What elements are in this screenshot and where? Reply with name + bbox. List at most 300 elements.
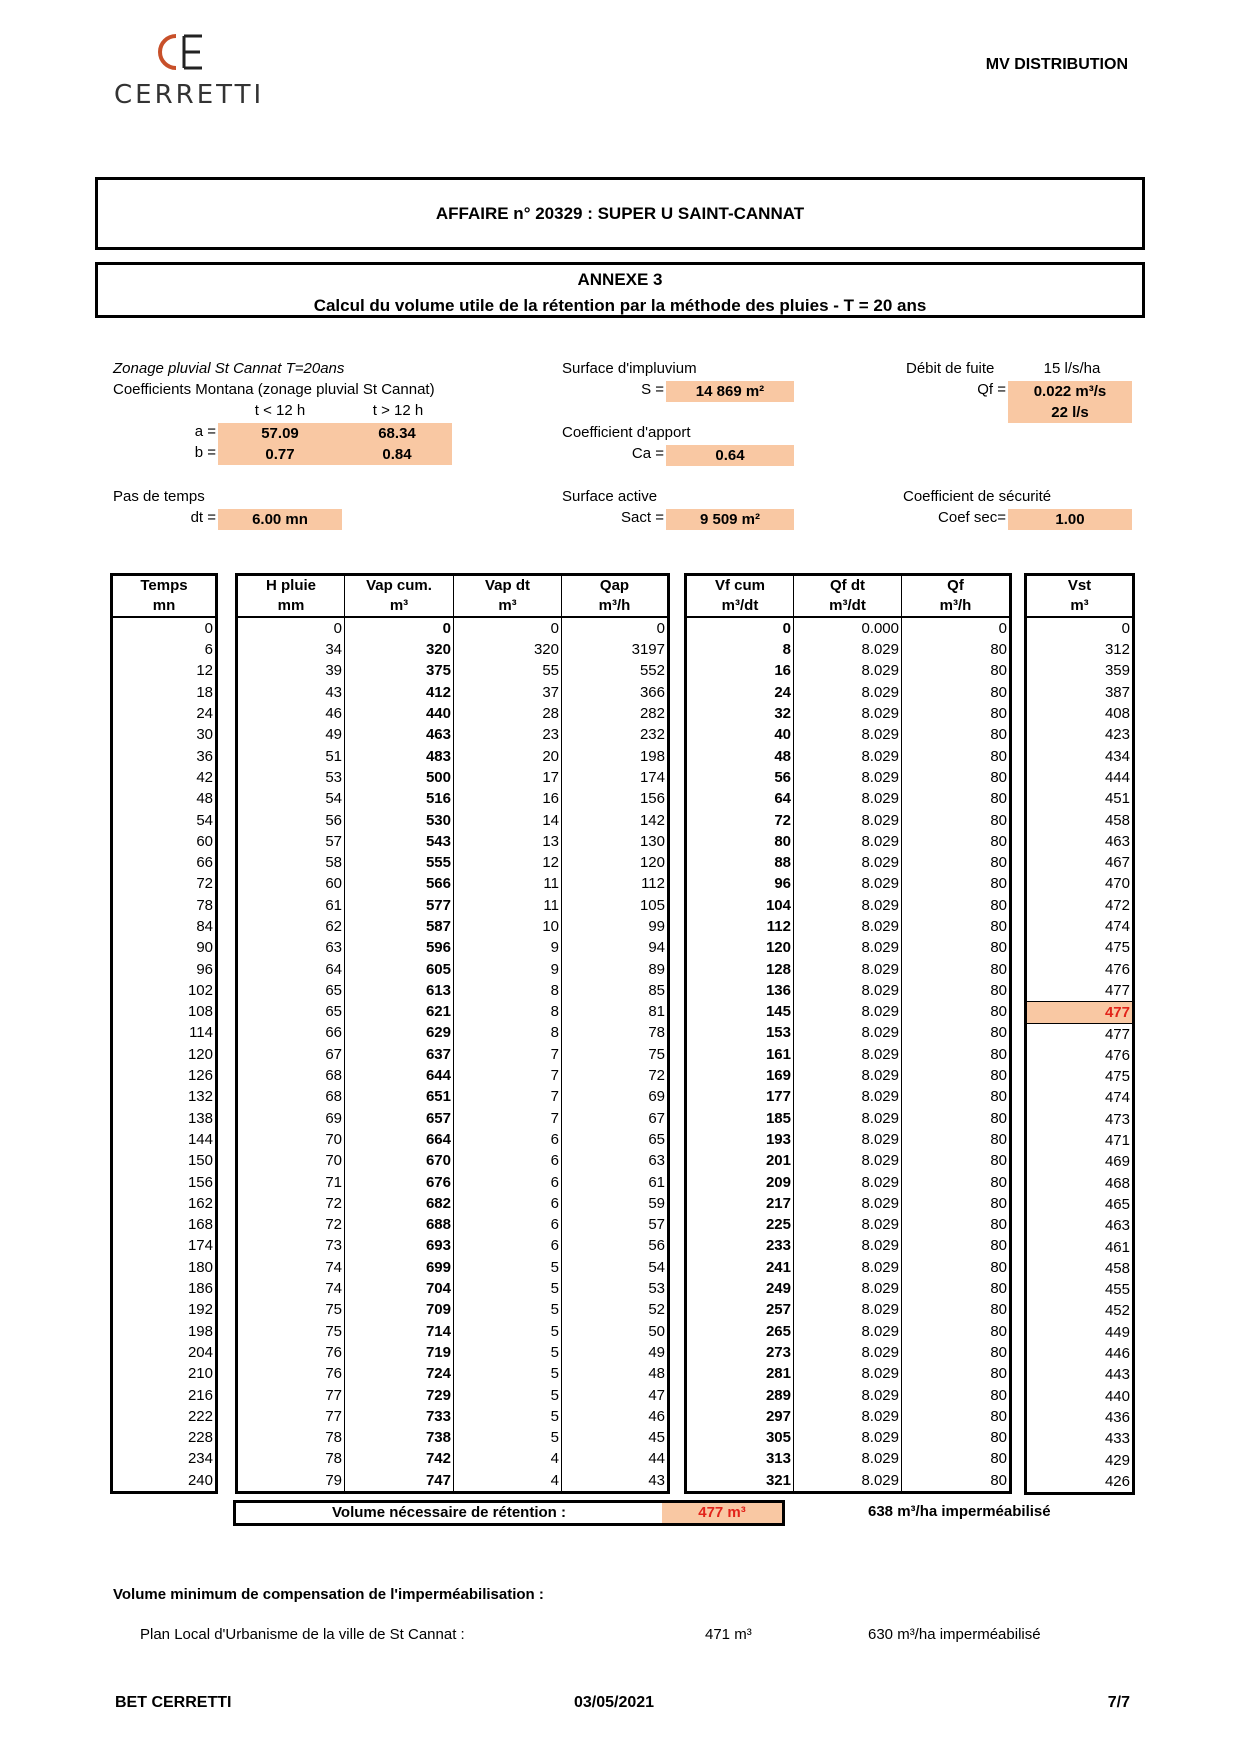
cell-qap: 81 [562,1001,669,1022]
cell-hpluie: 65 [325,981,342,999]
table-row [1026,1151,1134,1172]
cell-vst: 476 [1104,1046,1130,1064]
cell-temps: 114 [189,1024,213,1042]
cell-temps: 126 [187,1067,213,1085]
s-value: 14 869 m² [666,381,794,402]
cell-vfcum: 273 [765,1343,791,1361]
cell-qf: 80 [902,1321,1011,1342]
cell-vapdt: 5 [454,1427,562,1448]
cell-qfdt: 8.029 [794,1214,902,1235]
cell-vapcum: 516 [345,788,454,809]
cell-hpluie: 75 [325,1301,342,1319]
table-row [112,703,217,724]
cell-hpluie: 0 [333,620,342,637]
table-row [237,1235,669,1256]
cell-temps: 12 [196,662,213,680]
b-label: b = [194,444,216,461]
cell-hpluie: 70 [325,1152,342,1170]
cell-qfdt: 8.029 [794,1342,902,1363]
cell-vst: 474 [1104,918,1130,935]
table-row [112,1171,217,1192]
cell-vst: 452 [1104,1302,1130,1320]
table-row [686,895,1011,916]
table-row [1026,958,1134,979]
cell-temps: 24 [196,705,213,723]
cell-hpluie: 62 [325,918,342,935]
table-row [112,980,217,1001]
cell-qap: 53 [562,1278,669,1299]
cell-temps: 138 [187,1109,213,1127]
table-row [237,831,669,852]
cell-hpluie: 54 [325,790,342,808]
cell-qfdt: 8.029 [794,1235,902,1256]
table-row [112,724,217,745]
table-row [1026,788,1134,809]
table-row [686,1193,1011,1214]
table-row [686,767,1011,788]
cell-vst: 423 [1104,726,1130,744]
table-row [237,639,669,660]
cell-vst: 471 [1104,1132,1130,1150]
cell-qf: 80 [902,958,1011,979]
table-row [686,1171,1011,1192]
cell-qap: 69 [562,1086,669,1107]
cell-qap: 0 [562,617,669,639]
table-row [112,617,217,639]
cell-qf: 80 [902,1171,1011,1192]
cell-vst: 426 [1104,1472,1130,1490]
cell-vfcum: 265 [765,1322,791,1340]
col-header-hpluie: H pluie mm [237,575,345,618]
table-row [1026,703,1134,724]
cell-vapdt: 7 [454,1065,562,1086]
table-row [112,1321,217,1342]
table-row [237,1150,669,1171]
cell-temps: 174 [187,1237,213,1255]
table-row [686,788,1011,809]
cell-vapdt: 4 [454,1448,562,1469]
cell-vapcum: 733 [345,1406,454,1427]
table-row [686,958,1011,979]
cell-vapcum: 709 [345,1299,454,1320]
cell-qap: 156 [562,788,669,809]
cell-temps: 192 [187,1301,213,1319]
table-row [1026,724,1134,745]
cell-vapdt: 7 [454,1108,562,1129]
table-row [686,1235,1011,1256]
dt-value: 6.00 mn [218,509,342,530]
col-header-temps: Temps mn [112,575,217,618]
cell-vapdt: 6 [454,1150,562,1171]
table-row [112,1086,217,1107]
table-row [237,1321,669,1342]
table-row [1026,1194,1134,1215]
sact-value: 9 509 m² [666,509,794,530]
cell-vfcum: 0 [782,620,791,637]
cell-vst: 434 [1104,747,1130,765]
cell-qap: 57 [562,1214,669,1235]
table-row [237,703,669,724]
table-row [112,639,217,660]
cell-temps: 198 [187,1322,213,1340]
cell-qap: 49 [562,1342,669,1363]
cell-vapcum: 605 [345,958,454,979]
cell-vapdt: 5 [454,1299,562,1320]
cell-vst: 461 [1104,1238,1130,1256]
cell-qap: 45 [562,1427,669,1448]
cell-hpluie: 67 [325,1045,342,1063]
table-row [112,1001,217,1022]
cell-vapcum: 320 [345,639,454,660]
cell-vst: 433 [1104,1430,1130,1448]
debit-fuite-value: 15 l/s/ha [1043,360,1101,377]
cell-qfdt: 8.029 [794,809,902,830]
table-row [686,617,1011,639]
cell-vapdt: 7 [454,1086,562,1107]
cell-vapdt: 6 [454,1171,562,1192]
apport-table [235,573,670,1494]
cell-vapcum: 724 [345,1363,454,1384]
table-row [112,1257,217,1278]
table-row [112,1214,217,1235]
cell-vapcum: 577 [345,895,454,916]
cell-temps: 204 [187,1343,213,1361]
table-row [1026,895,1134,916]
table-row [112,937,217,958]
cell-vfcum: 72 [774,811,791,829]
cell-hpluie: 77 [325,1386,342,1404]
cell-vapdt: 8 [454,980,562,1001]
cell-qf: 80 [902,703,1011,724]
cell-qap: 282 [562,703,669,724]
cell-qf: 80 [902,873,1011,894]
table-row [112,1150,217,1171]
a-label: a = [194,423,216,440]
table-row [686,1363,1011,1384]
table-row [1026,1343,1134,1364]
table-row [1026,937,1134,958]
table-row [1026,660,1134,681]
cell-qf: 80 [902,1406,1011,1427]
table-row [1026,1407,1134,1428]
cell-vapcum: 555 [345,852,454,873]
cell-vst: 467 [1104,854,1130,872]
table-row [686,1044,1011,1065]
cell-qap: 61 [562,1171,669,1192]
cell-hpluie: 72 [325,1194,342,1212]
footer-date: 03/05/2021 [574,1694,655,1711]
table-row [237,937,669,958]
cell-vfcum: 185 [765,1109,791,1127]
cell-hpluie: 71 [325,1173,342,1191]
cell-qfdt: 8.029 [794,788,902,809]
cell-vfcum: 48 [774,747,791,765]
cell-qap: 112 [562,873,669,894]
table-row [1026,852,1134,873]
cell-vfcum: 40 [774,726,791,744]
cell-qap: 198 [562,745,669,766]
table-row [237,1214,669,1235]
cell-vst: 477 [1026,1001,1134,1023]
cell-vapcum: 729 [345,1384,454,1405]
table-row [237,724,669,745]
cell-vapcum: 483 [345,745,454,766]
cell-vapdt: 5 [454,1406,562,1427]
cell-vst: 469 [1104,1153,1130,1171]
cell-qfdt: 8.029 [794,852,902,873]
cell-temps: 0 [204,620,213,637]
cell-vst: 451 [1104,790,1130,808]
cell-vapcum: 637 [345,1044,454,1065]
affaire-title: AFFAIRE n° 20329 : SUPER U SAINT-CANNAT [95,177,1145,250]
cell-qap: 75 [562,1044,669,1065]
plu-value: 471 m³ [705,1626,752,1643]
cell-qfdt: 8.029 [794,980,902,1001]
cell-qf: 80 [902,1342,1011,1363]
surface-active-label: Surface active [562,488,658,505]
table-row [1026,916,1134,937]
cell-qf: 80 [902,1299,1011,1320]
cell-vst: 458 [1104,1259,1130,1277]
cell-vst: 477 [1104,1025,1130,1043]
table-row [112,788,217,809]
table-row [686,682,1011,703]
cell-vfcum: 153 [765,1024,791,1042]
cell-temps: 168 [187,1216,213,1234]
cell-qf: 80 [902,852,1011,873]
cell-vapdt: 5 [454,1342,562,1363]
cell-vapcum: 440 [345,703,454,724]
table-row [112,1299,217,1320]
table-row [237,1086,669,1107]
cell-hpluie: 74 [325,1280,342,1298]
cell-vst: 408 [1104,705,1130,723]
cell-vfcum: 297 [765,1407,791,1425]
cell-qf: 80 [902,1065,1011,1086]
cell-qap: 94 [562,937,669,958]
cell-vapcum: 651 [345,1086,454,1107]
cell-vfcum: 80 [774,832,791,850]
annex-subtitle: Calcul du volume utile de la rétention par la méthode des pluies - T = 20 ans [313,296,927,315]
table-row [686,1150,1011,1171]
ca-label: Ca = [631,445,664,462]
table-row [237,1448,669,1469]
cell-qf: 80 [902,1108,1011,1129]
cell-vst: 0 [1121,620,1130,637]
cell-vapcum: 621 [345,1001,454,1022]
table-row [1026,1087,1134,1108]
cell-temps: 102 [187,981,213,999]
a-lt-value: 57.09 [218,423,342,444]
cell-hpluie: 34 [325,641,342,659]
table-row [1026,1130,1134,1151]
cell-vfcum: 321 [765,1471,791,1489]
cell-vapcum: 500 [345,767,454,788]
cell-vapcum: 693 [345,1235,454,1256]
cell-qfdt: 8.029 [794,1321,902,1342]
cell-qap: 120 [562,852,669,873]
cell-vfcum: 64 [774,790,791,808]
table-row [237,660,669,681]
table-row [237,1406,669,1427]
retention-label: Volume nécessaire de rétention : [332,1504,566,1521]
cell-qfdt: 8.029 [794,1257,902,1278]
cell-vapdt: 8 [454,1022,562,1043]
cell-qap: 78 [562,1022,669,1043]
table-row [237,1470,669,1493]
cell-qfdt: 8.029 [794,682,902,703]
cell-qfdt: 8.029 [794,1001,902,1022]
cell-vapdt: 5 [454,1363,562,1384]
t-gt-label: t > 12 h [372,402,424,419]
table-row [112,809,217,830]
cell-vapdt: 5 [454,1321,562,1342]
cell-qf: 80 [902,767,1011,788]
cell-vapcum: 747 [345,1470,454,1493]
cell-vst: 472 [1104,896,1130,914]
cell-qap: 105 [562,895,669,916]
cell-vst: 473 [1104,1110,1130,1128]
cell-vst: 477 [1104,981,1130,999]
cell-vst: 475 [1104,1068,1130,1086]
cell-qap: 89 [562,958,669,979]
cell-vst: 429 [1104,1451,1130,1469]
table-row [686,873,1011,894]
cell-qfdt: 8.029 [794,1065,902,1086]
cell-vfcum: 128 [765,960,791,978]
cell-vfcum: 16 [774,662,791,680]
cell-qfdt: 8.029 [794,745,902,766]
table-row [112,1342,217,1363]
table-row [1026,767,1134,788]
cell-qfdt: 8.029 [794,1171,902,1192]
surface-impluvium-label: Surface d'impluvium [562,360,697,377]
table-row [1026,1386,1134,1407]
cell-qfdt: 8.029 [794,1448,902,1469]
dt-label: dt = [190,509,216,526]
cell-qfdt: 8.029 [794,1086,902,1107]
table-row [1026,809,1134,830]
cell-temps: 96 [196,960,213,978]
cell-vfcum: 169 [765,1067,791,1085]
montana-label: Coefficients Montana (zonage pluvial St Cannat) [113,381,435,398]
cell-vfcum: 56 [774,768,791,786]
t-lt-label: t < 12 h [254,402,306,419]
cell-vfcum: 241 [765,1258,791,1276]
cell-vfcum: 313 [765,1450,791,1468]
cell-qf: 80 [902,1022,1011,1043]
cell-vapcum: 714 [345,1321,454,1342]
cell-qfdt: 8.029 [794,1193,902,1214]
table-row [1026,682,1134,703]
table-row [1026,873,1134,894]
company-name: MV DISTRIBUTION [985,56,1128,73]
cell-vapcum: 566 [345,873,454,894]
table-row [1026,1215,1134,1236]
col-header-qap: Qap m³/h [562,575,669,618]
table-row [1026,1066,1134,1087]
cell-vst: 443 [1104,1366,1130,1384]
table-row [112,873,217,894]
cell-temps: 186 [187,1280,213,1298]
cell-vapdt: 6 [454,1235,562,1256]
cell-qf: 80 [902,1044,1011,1065]
cell-hpluie: 66 [325,1024,342,1042]
table-row [237,980,669,1001]
table-row [686,1022,1011,1043]
cell-vapdt: 9 [454,937,562,958]
cell-qfdt: 8.029 [794,1278,902,1299]
cell-vst: 474 [1104,1089,1130,1107]
cell-vst: 476 [1104,960,1130,978]
cell-qap: 46 [562,1406,669,1427]
table-row [112,1129,217,1150]
table-row [686,1406,1011,1427]
cell-hpluie: 60 [325,875,342,893]
table-row [686,916,1011,937]
temps-table [110,573,218,1494]
cell-hpluie: 49 [325,726,342,744]
cell-qap: 56 [562,1235,669,1256]
retention-result-box [233,1500,785,1526]
cell-temps: 66 [196,854,213,872]
table-row [686,703,1011,724]
cell-qfdt: 8.029 [794,1427,902,1448]
cell-qap: 47 [562,1384,669,1405]
coef-apport-label: Coefficient d'apport [562,424,691,441]
cell-temps: 84 [196,918,213,935]
cell-hpluie: 43 [325,683,342,701]
qf-ls-value: 22 l/s [1008,402,1132,423]
cell-vapdt: 11 [454,895,562,916]
table-row [1026,980,1134,1002]
cell-qf: 80 [902,916,1011,937]
cell-vfcum: 88 [774,854,791,872]
cell-qap: 44 [562,1448,669,1469]
cell-qf: 0 [902,617,1011,639]
cell-qap: 174 [562,767,669,788]
col-header-vst: Vst m³ [1026,575,1134,618]
cell-temps: 156 [187,1173,213,1191]
cell-qf: 80 [902,831,1011,852]
cell-qf: 80 [902,1448,1011,1469]
col-header-vapdt: Vap dt m³ [454,575,562,618]
plu-per-ha: 630 m³/ha imperméabilisé [868,1626,1041,1643]
debit-fuite-label: Débit de fuite [906,360,995,377]
cell-qap: 59 [562,1193,669,1214]
cell-hpluie: 68 [325,1067,342,1085]
cell-vapcum: 664 [345,1129,454,1150]
cell-vst: 387 [1104,683,1130,701]
cell-qap: 52 [562,1299,669,1320]
cell-hpluie: 77 [325,1407,342,1425]
table-row [237,1001,669,1022]
cell-vfcum: 305 [765,1429,791,1447]
table-row [237,1342,669,1363]
col-header-qfdt: Qf dt m³/dt [794,575,902,618]
table-row [1026,1300,1134,1321]
cell-hpluie: 79 [325,1471,342,1489]
retention-per-ha: 638 m³/ha imperméabilisé [868,1503,1051,1520]
table-row [686,1257,1011,1278]
cell-vst: 455 [1104,1281,1130,1299]
cell-vapcum: 613 [345,980,454,1001]
table-row [237,873,669,894]
table-row [237,682,669,703]
cell-qap: 63 [562,1150,669,1171]
cell-hpluie: 69 [325,1109,342,1127]
cell-qf: 80 [902,980,1011,1001]
